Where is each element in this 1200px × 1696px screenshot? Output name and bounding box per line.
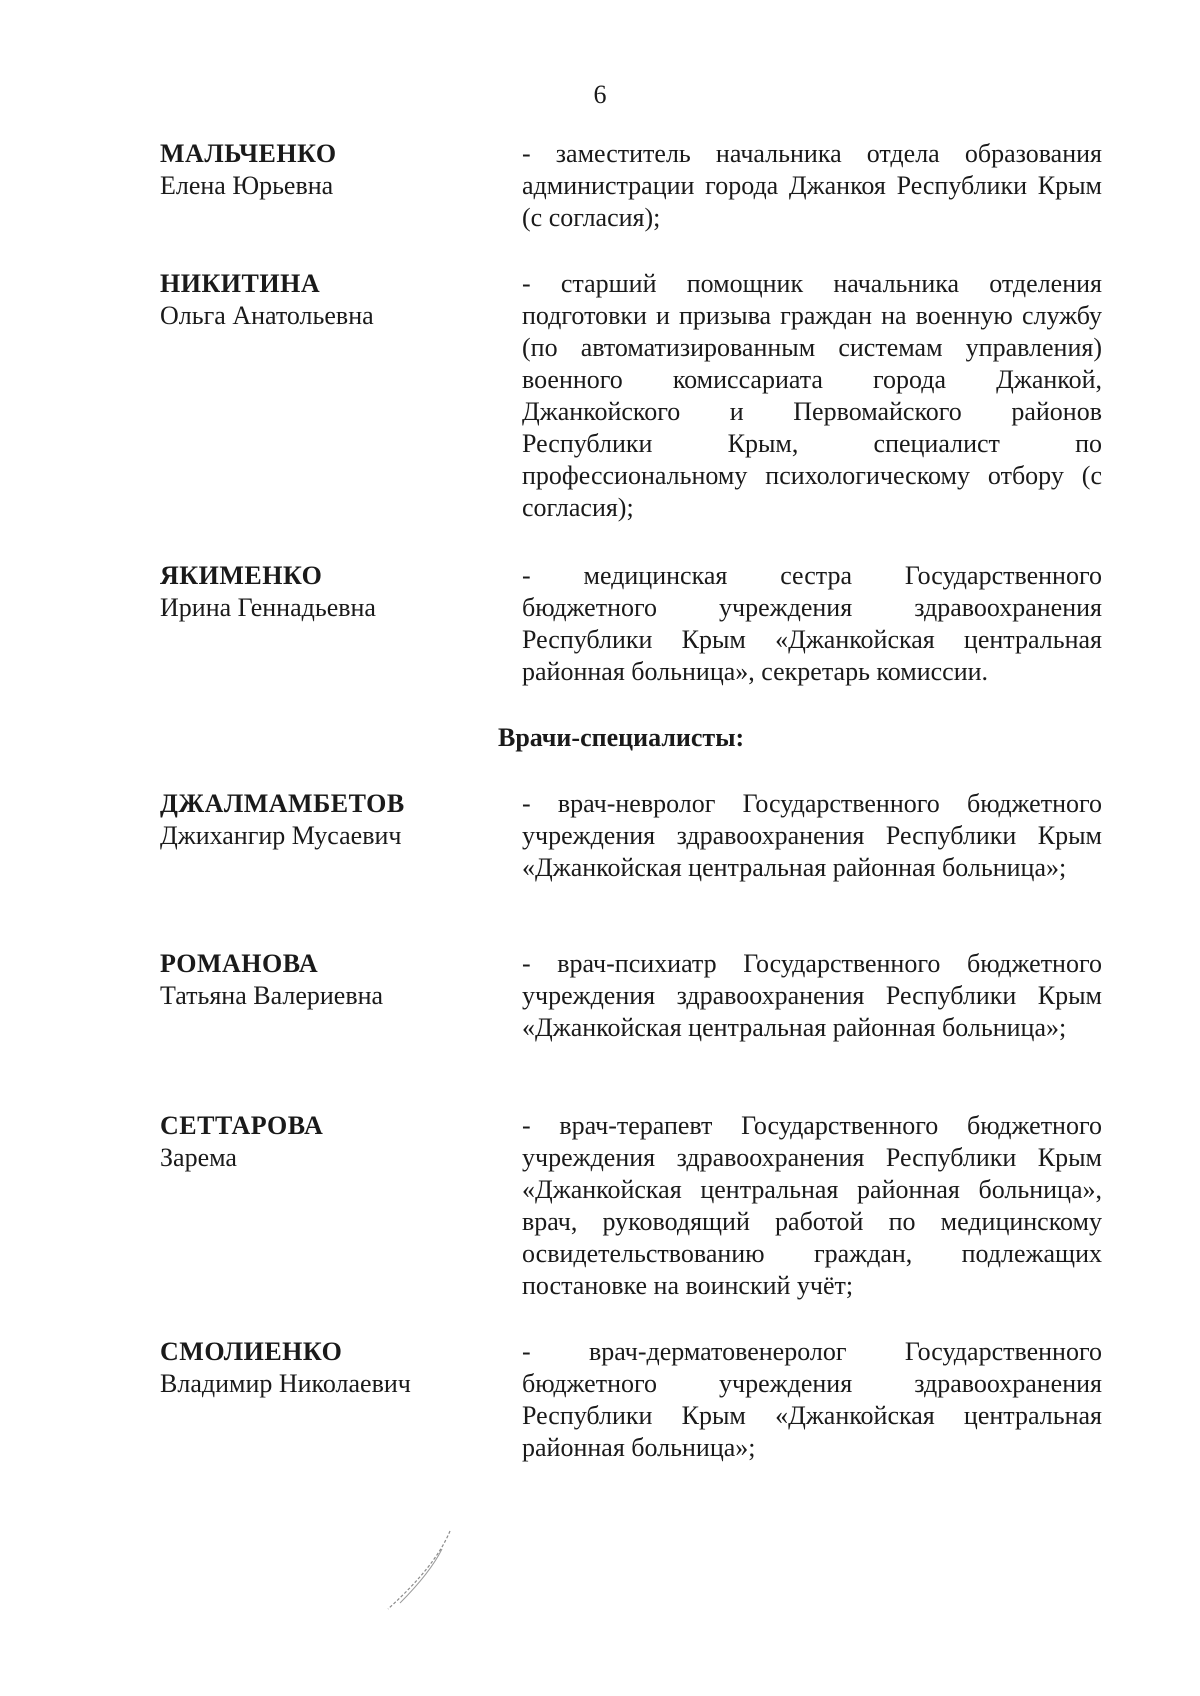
specialist-role: - врач-невролог Государственного бюджетного учреждения здравоохранения Республики Крым «Джанкойская центральная районная больница»; — [522, 789, 1102, 882]
member-name — [160, 560, 500, 624]
member-role: - старший помощник начальника отделения подготовки и призыва граждан на военную службу (по автоматизированным системам управления) военного комиссариата города Джанкой, Джанкойского и Первомайского районов Республики Крым, специалист по профессиональному психологическому отбору (с согласия); — [522, 269, 1102, 522]
specialist-surname: ДЖАЛМАМБЕТОВ — [160, 789, 405, 818]
specialist-name — [160, 948, 500, 1012]
specialist-name — [160, 1336, 500, 1400]
member-given-names: Ольга Анатольевна — [160, 301, 374, 330]
member-role: - заместитель начальника отдела образования администрации города Джанкоя Республики Крым (с согласия); — [522, 139, 1102, 232]
section-heading-specialists: Врачи-специалисты: — [498, 723, 745, 752]
specialist-role: - врач-психиатр Государственного бюджетного учреждения здравоохранения Республики Крым «Джанкойская центральная районная больница»; — [522, 949, 1102, 1042]
member-given-names: Ирина Геннадьевна — [160, 593, 376, 622]
specialist-given-names: Татьяна Валериевна — [160, 981, 384, 1010]
member-name — [160, 268, 500, 332]
member-surname: МАЛЬЧЕНКО — [160, 139, 337, 168]
specialist-given-names: Владимир Николаевич — [160, 1369, 411, 1398]
specialist-given-names: Зарема — [160, 1143, 237, 1172]
specialist-role: - врач-терапевт Государственного бюджетного учреждения здравоохранения Республики Крым «Джанкойская центральная районная больница», врач, руководящий работой по медицинскому освидетельствованию граждан, подлежащих постановке на воинский учёт; — [522, 1111, 1102, 1300]
specialist-role: - врач-дерматовенеролог Государственного бюджетного учреждения здравоохранения Республики Крым «Джанкойская центральная районная больница»; — [522, 1337, 1102, 1462]
member-name — [160, 138, 500, 202]
pen-stroke-mark — [380, 1525, 460, 1615]
page-number: 6 — [593, 80, 607, 109]
specialist-surname: РОМАНОВА — [160, 949, 319, 978]
member-role: - медицинская сестра Государственного бюджетного учреждения здравоохранения Республики Крым «Джанкойская центральная районная больница», секретарь комиссии. — [522, 561, 1102, 686]
specialist-surname: СЕТТАРОВА — [160, 1111, 324, 1140]
member-given-names: Елена Юрьевна — [160, 171, 334, 200]
member-surname: ЯКИМЕНКО — [160, 561, 323, 590]
member-surname: НИКИТИНА — [160, 269, 321, 298]
specialist-surname: СМОЛИЕНКО — [160, 1337, 343, 1366]
specialist-given-names: Джихангир Мусаевич — [160, 821, 402, 850]
specialist-name — [160, 788, 500, 852]
specialist-name — [160, 1110, 500, 1174]
